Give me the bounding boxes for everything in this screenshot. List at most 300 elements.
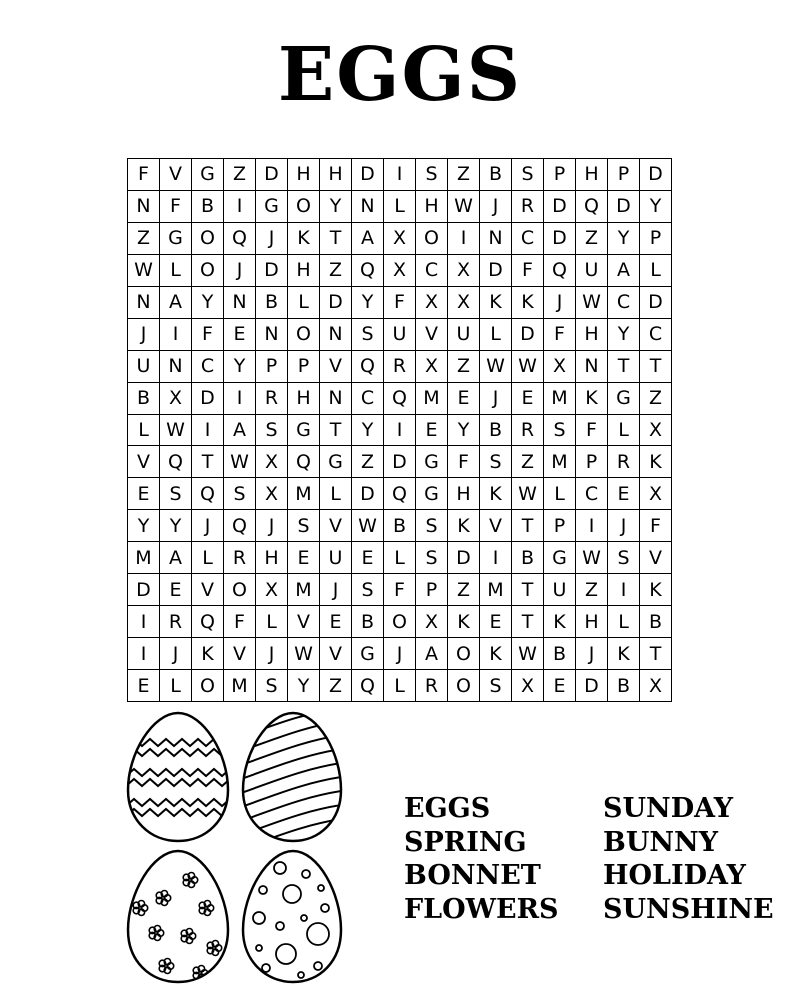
grid-cell[interactable]: S bbox=[480, 670, 512, 702]
grid-cell[interactable]: I bbox=[384, 159, 416, 191]
grid-cell[interactable]: K bbox=[448, 606, 480, 638]
grid-cell[interactable]: J bbox=[480, 191, 512, 223]
grid-cell[interactable]: J bbox=[256, 638, 288, 670]
grid-cell[interactable]: D bbox=[640, 287, 672, 319]
flower-egg-icon bbox=[128, 851, 228, 982]
grid-cell[interactable]: T bbox=[512, 510, 544, 542]
word-list-item: SPRING bbox=[404, 826, 527, 858]
grid-cell[interactable]: A bbox=[416, 638, 448, 670]
grid-cell[interactable]: A bbox=[160, 542, 192, 574]
grid-cell[interactable]: E bbox=[288, 542, 320, 574]
grid-cell[interactable]: Y bbox=[224, 351, 256, 383]
grid-cell[interactable]: V bbox=[480, 510, 512, 542]
grid-cell[interactable]: L bbox=[192, 542, 224, 574]
grid-cell[interactable]: N bbox=[128, 191, 160, 223]
grid-cell[interactable]: F bbox=[160, 191, 192, 223]
grid-cell[interactable]: V bbox=[320, 638, 352, 670]
grid-cell[interactable]: S bbox=[416, 159, 448, 191]
grid-cell[interactable]: D bbox=[480, 255, 512, 287]
grid-cell[interactable]: J bbox=[480, 383, 512, 415]
grid-cell[interactable]: K bbox=[448, 510, 480, 542]
grid-cell[interactable]: Q bbox=[544, 255, 576, 287]
grid-cell[interactable]: Y bbox=[352, 415, 384, 447]
grid-cell[interactable]: Q bbox=[192, 606, 224, 638]
grid-cell[interactable]: H bbox=[256, 542, 288, 574]
grid-cell[interactable]: D bbox=[128, 574, 160, 606]
grid-cell[interactable]: R bbox=[512, 191, 544, 223]
grid-cell[interactable]: E bbox=[320, 606, 352, 638]
grid-cell[interactable]: N bbox=[128, 287, 160, 319]
grid-cell[interactable]: J bbox=[544, 287, 576, 319]
grid-cell[interactable]: Q bbox=[352, 670, 384, 702]
grid-cell[interactable]: W bbox=[512, 478, 544, 510]
grid-cell[interactable]: R bbox=[608, 446, 640, 478]
grid-cell[interactable]: E bbox=[128, 670, 160, 702]
grid-cell[interactable]: B bbox=[544, 638, 576, 670]
grid-cell[interactable]: N bbox=[320, 383, 352, 415]
grid-cell[interactable]: I bbox=[224, 191, 256, 223]
grid-cell[interactable]: G bbox=[192, 159, 224, 191]
grid-cell[interactable]: T bbox=[512, 606, 544, 638]
grid-cell[interactable]: D bbox=[448, 542, 480, 574]
grid-cell[interactable]: R bbox=[512, 415, 544, 447]
grid-cell[interactable]: B bbox=[192, 191, 224, 223]
grid-cell[interactable]: Q bbox=[352, 255, 384, 287]
grid-cell[interactable]: F bbox=[576, 415, 608, 447]
grid-cell[interactable]: N bbox=[224, 287, 256, 319]
grid-cell[interactable]: O bbox=[416, 223, 448, 255]
grid-cell[interactable]: X bbox=[384, 223, 416, 255]
grid-cell[interactable]: Z bbox=[576, 574, 608, 606]
grid-cell[interactable]: F bbox=[192, 319, 224, 351]
grid-cell[interactable]: C bbox=[416, 255, 448, 287]
grid-cell[interactable]: P bbox=[256, 351, 288, 383]
grid-cell[interactable]: C bbox=[352, 383, 384, 415]
grid-cell[interactable]: Y bbox=[128, 510, 160, 542]
grid-cell[interactable]: C bbox=[640, 319, 672, 351]
grid-cell[interactable]: B bbox=[640, 606, 672, 638]
grid-cell[interactable]: P bbox=[544, 510, 576, 542]
grid-cell[interactable]: T bbox=[320, 223, 352, 255]
grid-cell[interactable]: X bbox=[384, 255, 416, 287]
grid-cell[interactable]: M bbox=[416, 383, 448, 415]
grid-cell[interactable]: A bbox=[352, 223, 384, 255]
grid-cell[interactable]: S bbox=[256, 670, 288, 702]
grid-cell[interactable]: J bbox=[576, 638, 608, 670]
grid-cell[interactable]: G bbox=[320, 446, 352, 478]
grid-cell[interactable]: B bbox=[256, 287, 288, 319]
grid-cell[interactable]: G bbox=[416, 478, 448, 510]
grid-cell[interactable]: W bbox=[128, 255, 160, 287]
grid-cell[interactable]: Y bbox=[192, 287, 224, 319]
grid-cell[interactable]: K bbox=[608, 638, 640, 670]
grid-cell[interactable]: R bbox=[160, 606, 192, 638]
grid-cell[interactable]: C bbox=[192, 351, 224, 383]
polka-dot-egg-icon bbox=[243, 851, 341, 982]
grid-cell[interactable]: X bbox=[640, 478, 672, 510]
grid-cell[interactable]: O bbox=[448, 638, 480, 670]
grid-cell[interactable]: O bbox=[288, 191, 320, 223]
grid-cell[interactable]: J bbox=[384, 638, 416, 670]
grid-cell[interactable]: O bbox=[224, 574, 256, 606]
grid-cell[interactable]: T bbox=[320, 415, 352, 447]
grid-cell[interactable]: N bbox=[256, 319, 288, 351]
grid-cell[interactable]: W bbox=[288, 638, 320, 670]
grid-cell[interactable]: Z bbox=[448, 574, 480, 606]
letter-grid[interactable] bbox=[127, 158, 672, 702]
grid-cell[interactable]: E bbox=[416, 415, 448, 447]
grid-cell[interactable]: D bbox=[640, 159, 672, 191]
grid-cell[interactable]: W bbox=[576, 287, 608, 319]
grid-cell[interactable]: E bbox=[224, 319, 256, 351]
grid-cell[interactable]: G bbox=[256, 191, 288, 223]
grid-cell[interactable]: U bbox=[544, 574, 576, 606]
grid-cell[interactable]: J bbox=[224, 255, 256, 287]
grid-cell[interactable]: X bbox=[160, 383, 192, 415]
grid-cell[interactable]: Y bbox=[640, 191, 672, 223]
grid-cell[interactable]: M bbox=[544, 446, 576, 478]
grid-cell[interactable]: E bbox=[448, 383, 480, 415]
grid-cell[interactable]: L bbox=[384, 191, 416, 223]
grid-cell[interactable]: P bbox=[640, 223, 672, 255]
grid-cell[interactable]: D bbox=[576, 670, 608, 702]
grid-cell[interactable]: H bbox=[320, 159, 352, 191]
grid-cell[interactable]: U bbox=[320, 542, 352, 574]
zigzag-egg-icon bbox=[126, 713, 230, 841]
grid-cell[interactable]: I bbox=[448, 223, 480, 255]
grid-cell[interactable]: W bbox=[448, 191, 480, 223]
grid-cell[interactable]: Y bbox=[288, 670, 320, 702]
grid-cell[interactable]: L bbox=[640, 255, 672, 287]
grid-cell[interactable]: F bbox=[512, 255, 544, 287]
grid-cell[interactable]: J bbox=[320, 574, 352, 606]
grid-cell[interactable]: O bbox=[288, 319, 320, 351]
grid-cell[interactable]: M bbox=[288, 574, 320, 606]
grid-cell[interactable]: B bbox=[384, 510, 416, 542]
grid-cell[interactable]: D bbox=[352, 478, 384, 510]
grid-cell[interactable]: J bbox=[160, 638, 192, 670]
grid-cell[interactable]: C bbox=[512, 223, 544, 255]
grid-cell[interactable]: G bbox=[352, 638, 384, 670]
grid-cell[interactable]: V bbox=[640, 542, 672, 574]
word-list-item: EGGS bbox=[404, 793, 491, 824]
grid-cell[interactable]: F bbox=[544, 319, 576, 351]
grid-cell[interactable]: N bbox=[160, 351, 192, 383]
grid-cell[interactable]: Q bbox=[576, 191, 608, 223]
grid-cell[interactable]: A bbox=[224, 415, 256, 447]
grid-cell[interactable]: C bbox=[576, 478, 608, 510]
grid-cell[interactable]: P bbox=[288, 351, 320, 383]
grid-cell[interactable]: E bbox=[160, 574, 192, 606]
grid-cell[interactable]: H bbox=[576, 319, 608, 351]
grid-cell[interactable]: D bbox=[544, 191, 576, 223]
grid-cell[interactable]: J bbox=[128, 319, 160, 351]
grid-cell[interactable]: W bbox=[480, 351, 512, 383]
grid-cell[interactable]: H bbox=[448, 478, 480, 510]
grid-cell[interactable]: X bbox=[448, 255, 480, 287]
grid-cell[interactable]: Q bbox=[288, 446, 320, 478]
grid-cell[interactable]: H bbox=[416, 191, 448, 223]
grid-cell[interactable]: N bbox=[480, 223, 512, 255]
grid-cell[interactable]: N bbox=[320, 319, 352, 351]
grid-cell[interactable]: D bbox=[320, 287, 352, 319]
grid-cell[interactable]: X bbox=[256, 574, 288, 606]
grid-cell[interactable]: I bbox=[576, 510, 608, 542]
grid-cell[interactable]: I bbox=[224, 383, 256, 415]
grid-cell[interactable]: W bbox=[576, 542, 608, 574]
grid-cell[interactable]: T bbox=[608, 351, 640, 383]
grid-cell[interactable]: I bbox=[128, 638, 160, 670]
grid-cell[interactable]: J bbox=[256, 223, 288, 255]
grid-cell[interactable]: X bbox=[448, 287, 480, 319]
grid-cell[interactable]: V bbox=[224, 638, 256, 670]
grid-cell[interactable]: S bbox=[480, 446, 512, 478]
grid-cell[interactable]: Z bbox=[320, 255, 352, 287]
grid-cell[interactable]: K bbox=[480, 478, 512, 510]
grid-cell[interactable]: E bbox=[128, 478, 160, 510]
grid-cell[interactable]: Q bbox=[192, 478, 224, 510]
grid-cell[interactable]: B bbox=[512, 542, 544, 574]
grid-cell[interactable]: M bbox=[224, 670, 256, 702]
grid-cell[interactable]: J bbox=[256, 510, 288, 542]
grid-cell[interactable]: L bbox=[608, 606, 640, 638]
grid-cell[interactable]: V bbox=[416, 319, 448, 351]
grid-cell[interactable]: Z bbox=[448, 351, 480, 383]
grid-cell[interactable]: F bbox=[224, 606, 256, 638]
grid-cell[interactable]: Y bbox=[448, 415, 480, 447]
grid-cell[interactable]: H bbox=[288, 255, 320, 287]
grid-cell[interactable]: V bbox=[320, 351, 352, 383]
grid-cell[interactable]: D bbox=[256, 255, 288, 287]
grid-cell[interactable]: P bbox=[576, 446, 608, 478]
grid-cell[interactable]: W bbox=[160, 415, 192, 447]
grid-cell[interactable]: L bbox=[608, 415, 640, 447]
grid-cell[interactable]: W bbox=[512, 351, 544, 383]
grid-cell[interactable]: K bbox=[512, 287, 544, 319]
grid-cell[interactable]: B bbox=[352, 606, 384, 638]
grid-cell[interactable]: Q bbox=[224, 510, 256, 542]
grid-cell[interactable]: Y bbox=[320, 191, 352, 223]
grid-cell[interactable]: D bbox=[544, 223, 576, 255]
grid-cell[interactable]: V bbox=[128, 446, 160, 478]
grid-cell[interactable]: L bbox=[384, 542, 416, 574]
grid-cell[interactable]: Z bbox=[352, 446, 384, 478]
grid-cell[interactable]: T bbox=[640, 638, 672, 670]
grid-cell[interactable]: Z bbox=[224, 159, 256, 191]
grid-cell[interactable]: H bbox=[576, 159, 608, 191]
grid-cell[interactable]: B bbox=[128, 383, 160, 415]
grid-cell[interactable]: U bbox=[384, 319, 416, 351]
puzzle-title: EGGS bbox=[277, 32, 523, 118]
grid-cell[interactable]: V bbox=[192, 574, 224, 606]
wavy-stripe-egg-icon bbox=[238, 708, 348, 864]
grid-cell[interactable]: X bbox=[544, 351, 576, 383]
grid-cell[interactable]: S bbox=[352, 574, 384, 606]
grid-cell[interactable]: M bbox=[544, 383, 576, 415]
grid-cell[interactable]: P bbox=[544, 159, 576, 191]
grid-cell[interactable]: U bbox=[576, 255, 608, 287]
grid-cell[interactable]: E bbox=[544, 670, 576, 702]
grid-cell[interactable]: T bbox=[640, 351, 672, 383]
grid-cell[interactable]: D bbox=[384, 446, 416, 478]
grid-cell[interactable]: F bbox=[128, 159, 160, 191]
grid-cell[interactable]: O bbox=[384, 606, 416, 638]
grid-cell[interactable]: Q bbox=[160, 446, 192, 478]
grid-cell[interactable]: W bbox=[352, 510, 384, 542]
word-list-item: BONNET bbox=[404, 860, 541, 891]
grid-cell[interactable]: P bbox=[416, 574, 448, 606]
grid-cell[interactable]: I bbox=[160, 319, 192, 351]
grid-cell[interactable]: C bbox=[608, 287, 640, 319]
grid-cell[interactable]: O bbox=[448, 670, 480, 702]
grid-cell[interactable]: X bbox=[256, 446, 288, 478]
grid-cell[interactable]: N bbox=[576, 351, 608, 383]
grid-cell[interactable]: E bbox=[512, 383, 544, 415]
grid-cell[interactable]: S bbox=[608, 542, 640, 574]
grid-cell[interactable]: D bbox=[512, 319, 544, 351]
grid-cell[interactable]: R bbox=[224, 542, 256, 574]
grid-cell[interactable]: O bbox=[192, 670, 224, 702]
grid-cell[interactable]: E bbox=[608, 478, 640, 510]
grid-cell[interactable]: L bbox=[480, 319, 512, 351]
grid-cell[interactable]: L bbox=[544, 478, 576, 510]
grid-cell[interactable]: Y bbox=[608, 319, 640, 351]
grid-cell[interactable]: K bbox=[480, 287, 512, 319]
grid-cell[interactable]: J bbox=[192, 510, 224, 542]
grid-cell[interactable]: S bbox=[352, 319, 384, 351]
grid-cell[interactable]: I bbox=[480, 542, 512, 574]
grid-cell[interactable]: W bbox=[512, 638, 544, 670]
grid-cell[interactable]: I bbox=[384, 415, 416, 447]
grid-cell[interactable]: J bbox=[608, 510, 640, 542]
grid-cell[interactable]: I bbox=[192, 415, 224, 447]
grid-cell[interactable]: I bbox=[128, 606, 160, 638]
grid-cell[interactable]: O bbox=[192, 255, 224, 287]
grid-cell[interactable]: M bbox=[128, 542, 160, 574]
grid-cell[interactable]: V bbox=[320, 510, 352, 542]
grid-cell[interactable]: S bbox=[288, 510, 320, 542]
grid-cell[interactable]: B bbox=[480, 415, 512, 447]
grid-cell[interactable]: Q bbox=[384, 383, 416, 415]
grid-cell[interactable]: V bbox=[288, 606, 320, 638]
grid-cell[interactable]: D bbox=[256, 159, 288, 191]
grid-cell[interactable]: R bbox=[256, 383, 288, 415]
grid-cell[interactable]: K bbox=[640, 446, 672, 478]
grid-cell[interactable]: X bbox=[416, 351, 448, 383]
grid-cell[interactable]: V bbox=[160, 159, 192, 191]
grid-cell[interactable]: S bbox=[416, 510, 448, 542]
grid-cell[interactable]: L bbox=[160, 255, 192, 287]
grid-cell[interactable]: S bbox=[544, 415, 576, 447]
grid-cell[interactable]: G bbox=[544, 542, 576, 574]
grid-cell[interactable]: G bbox=[160, 223, 192, 255]
grid-cell[interactable]: Z bbox=[512, 446, 544, 478]
grid-cell[interactable]: S bbox=[416, 542, 448, 574]
grid-cell[interactable]: L bbox=[288, 287, 320, 319]
grid-cell[interactable]: P bbox=[608, 159, 640, 191]
grid-cell[interactable]: G bbox=[608, 383, 640, 415]
grid-cell[interactable]: H bbox=[576, 606, 608, 638]
grid-cell[interactable]: L bbox=[384, 670, 416, 702]
grid-cell[interactable]: Z bbox=[640, 383, 672, 415]
grid-cell[interactable]: Q bbox=[224, 223, 256, 255]
grid-cell[interactable]: K bbox=[480, 638, 512, 670]
grid-cell[interactable]: X bbox=[416, 606, 448, 638]
grid-cell[interactable]: Z bbox=[320, 670, 352, 702]
grid-cell[interactable]: A bbox=[160, 287, 192, 319]
grid-cell[interactable]: X bbox=[640, 670, 672, 702]
grid-cell[interactable]: D bbox=[192, 383, 224, 415]
grid-cell[interactable]: F bbox=[384, 574, 416, 606]
grid-cell[interactable]: D bbox=[608, 191, 640, 223]
grid-cell[interactable]: Y bbox=[608, 223, 640, 255]
grid-cell[interactable]: T bbox=[512, 574, 544, 606]
grid-cell[interactable]: G bbox=[288, 415, 320, 447]
grid-cell[interactable]: L bbox=[128, 415, 160, 447]
grid-cell[interactable]: K bbox=[192, 638, 224, 670]
grid-cell[interactable]: Z bbox=[576, 223, 608, 255]
grid-cell[interactable]: F bbox=[640, 510, 672, 542]
grid-cell[interactable]: H bbox=[288, 159, 320, 191]
word-list-item: FLOWERS bbox=[404, 893, 559, 925]
grid-cell[interactable]: X bbox=[640, 415, 672, 447]
grid-cell[interactable]: F bbox=[448, 446, 480, 478]
grid-cell[interactable]: D bbox=[352, 159, 384, 191]
grid-cell[interactable]: B bbox=[480, 159, 512, 191]
grid-cell[interactable]: N bbox=[352, 191, 384, 223]
grid-cell[interactable]: E bbox=[352, 542, 384, 574]
grid-cell[interactable]: R bbox=[416, 670, 448, 702]
grid-cell[interactable]: I bbox=[608, 574, 640, 606]
grid-cell[interactable]: Y bbox=[352, 287, 384, 319]
grid-cell[interactable]: L bbox=[320, 478, 352, 510]
grid-cell[interactable]: H bbox=[288, 383, 320, 415]
grid-cell[interactable]: A bbox=[608, 255, 640, 287]
grid-cell[interactable]: U bbox=[448, 319, 480, 351]
grid-cell[interactable]: E bbox=[480, 606, 512, 638]
grid-cell[interactable]: S bbox=[224, 478, 256, 510]
grid-cell[interactable]: B bbox=[608, 670, 640, 702]
grid-cell[interactable]: M bbox=[288, 478, 320, 510]
word-list-item: HOLIDAY bbox=[603, 860, 746, 891]
grid-cell[interactable]: R bbox=[384, 351, 416, 383]
grid-cell[interactable]: L bbox=[256, 606, 288, 638]
grid-cell[interactable]: Z bbox=[448, 159, 480, 191]
grid-cell[interactable]: Z bbox=[128, 223, 160, 255]
grid-cell[interactable]: K bbox=[640, 574, 672, 606]
grid-cell[interactable]: M bbox=[480, 574, 512, 606]
grid-cell[interactable]: L bbox=[160, 670, 192, 702]
grid-cell[interactable]: W bbox=[224, 446, 256, 478]
grid-cell[interactable]: G bbox=[416, 446, 448, 478]
grid-cell[interactable]: Q bbox=[352, 351, 384, 383]
grid-cell[interactable]: U bbox=[128, 351, 160, 383]
grid-cell[interactable]: Q bbox=[384, 478, 416, 510]
grid-cell[interactable]: O bbox=[192, 223, 224, 255]
grid-cell[interactable]: X bbox=[256, 478, 288, 510]
grid-cell[interactable]: X bbox=[416, 287, 448, 319]
grid-cell[interactable]: K bbox=[544, 606, 576, 638]
grid-cell[interactable]: Y bbox=[160, 510, 192, 542]
grid-cell[interactable]: K bbox=[576, 383, 608, 415]
grid-cell[interactable]: K bbox=[288, 223, 320, 255]
grid-cell[interactable]: T bbox=[192, 446, 224, 478]
grid-cell[interactable]: S bbox=[512, 159, 544, 191]
grid-cell[interactable]: S bbox=[160, 478, 192, 510]
grid-cell[interactable]: X bbox=[512, 670, 544, 702]
grid-cell[interactable]: S bbox=[256, 415, 288, 447]
grid-cell[interactable]: F bbox=[384, 287, 416, 319]
